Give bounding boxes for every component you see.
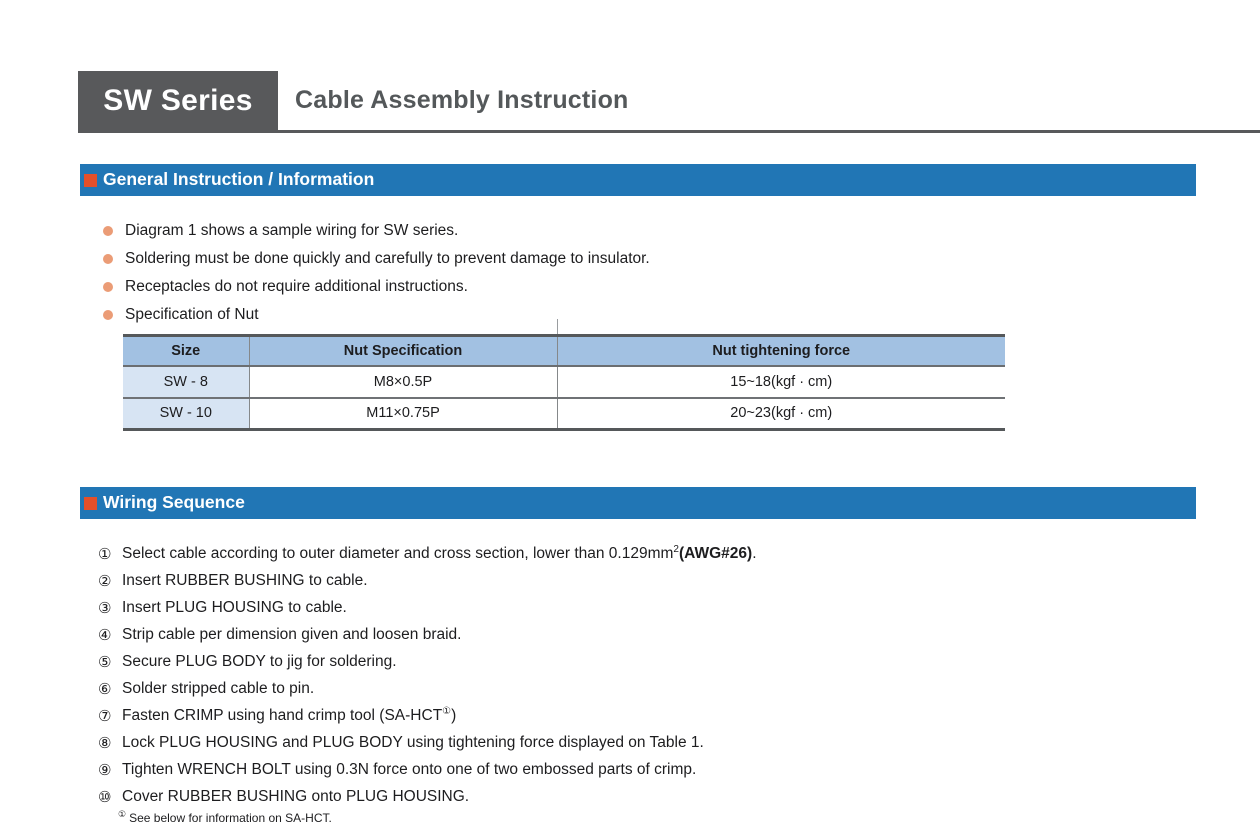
section-header-general (80, 164, 1196, 196)
step-number: ④ (98, 626, 112, 644)
table-header-row (123, 336, 1005, 366)
footnote (118, 811, 332, 825)
col-header-nut-specification: Nut Specification (249, 336, 557, 366)
step-item (98, 540, 757, 567)
bullet-text: Receptacles do not require additional instructions. (125, 278, 468, 295)
doc-title: Cable Assembly Instruction (295, 86, 629, 114)
cell-spec: M11×0.75P (249, 398, 557, 430)
bullet-dot-icon (103, 226, 113, 236)
cell-size: SW - 10 (123, 398, 249, 430)
step-number: ② (98, 572, 112, 590)
footnote-marker: ① (118, 809, 127, 819)
step-item (98, 594, 757, 621)
footnote-text: See below for information on SA-HCT. (129, 811, 332, 825)
step-number: ③ (98, 599, 112, 617)
step-number: ⑨ (98, 761, 112, 779)
step-item (98, 783, 757, 810)
cell-force: 15~18(kgf · cm) (557, 366, 1005, 398)
list-item (103, 217, 650, 245)
general-bullet-list (103, 217, 650, 329)
page-header (78, 71, 1260, 133)
step-item (98, 648, 757, 675)
cell-size: SW - 8 (123, 366, 249, 398)
step-number: ① (98, 545, 112, 563)
step-text: Select cable according to outer diameter and cross section, lower than $0.129mm^2(AWG\#26)$. (122, 543, 757, 562)
step-item (98, 729, 757, 756)
red-square-icon (84, 497, 97, 510)
step-item (98, 702, 757, 729)
step-text: Solder stripped cable to pin. (122, 679, 315, 697)
list-item (103, 245, 650, 273)
step-text: Insert RUBBER BUSHING to cable. (122, 571, 368, 589)
step-number: ⑦ (98, 707, 112, 725)
col-header-size: Size (123, 336, 249, 366)
list-item (103, 273, 650, 301)
step-number: ⑥ (98, 680, 112, 698)
section-heading-label: Wiring Sequence (103, 492, 245, 512)
table-column-divider-tick (557, 319, 558, 334)
bullet-dot-icon (103, 282, 113, 292)
series-badge-label: SW Series (103, 83, 253, 117)
table-row (123, 366, 1005, 398)
step-text: Tighten WRENCH BOLT using 0.3N force onto one of two embossed parts of crimp. (122, 760, 697, 778)
col-header-nut-tightening-force: Nut tightening force (557, 336, 1005, 366)
step-item (98, 567, 757, 594)
section-header-wiring (80, 487, 1196, 519)
step-item (98, 756, 757, 783)
step-text: Secure PLUG BODY to jig for soldering. (122, 652, 397, 670)
step-text: Fasten CRIMP using hand crimp tool (SA-HCT①) (122, 705, 457, 724)
bullet-text: Soldering must be done quickly and carefully to prevent damage to insulator. (125, 250, 650, 267)
step-text: Cover RUBBER BUSHING onto PLUG HOUSING. (122, 787, 470, 805)
bullet-text: Specification of Nut (125, 306, 259, 323)
step-number: ⑧ (98, 734, 112, 752)
step-number: ⑩ (98, 788, 112, 806)
step-text: Strip cable per dimension given and loosen braid. (122, 625, 462, 643)
table-row (123, 398, 1005, 430)
bullet-text: Diagram 1 shows a sample wiring for SW series. (125, 222, 459, 239)
red-square-icon (84, 174, 97, 187)
superscript: ① (442, 705, 452, 717)
superscript: 2 (673, 543, 679, 555)
step-text: Insert PLUG HOUSING to cable. (122, 598, 347, 616)
cell-spec: M8×0.5P (249, 366, 557, 398)
cell-force: 20~23(kgf · cm) (557, 398, 1005, 430)
nut-spec-table (123, 334, 1005, 431)
step-number: ⑤ (98, 653, 112, 671)
wiring-steps-list (98, 540, 757, 810)
step-item (98, 621, 757, 648)
section-heading-label: General Instruction / Information (103, 169, 375, 189)
step-text: Lock PLUG HOUSING and PLUG BODY using tightening force displayed on Table 1. (122, 733, 704, 751)
series-badge (78, 71, 278, 130)
bullet-dot-icon (103, 254, 113, 264)
bullet-dot-icon (103, 310, 113, 320)
bold-text: (AWG#26) (678, 544, 753, 562)
step-item (98, 675, 757, 702)
list-item (103, 301, 650, 329)
